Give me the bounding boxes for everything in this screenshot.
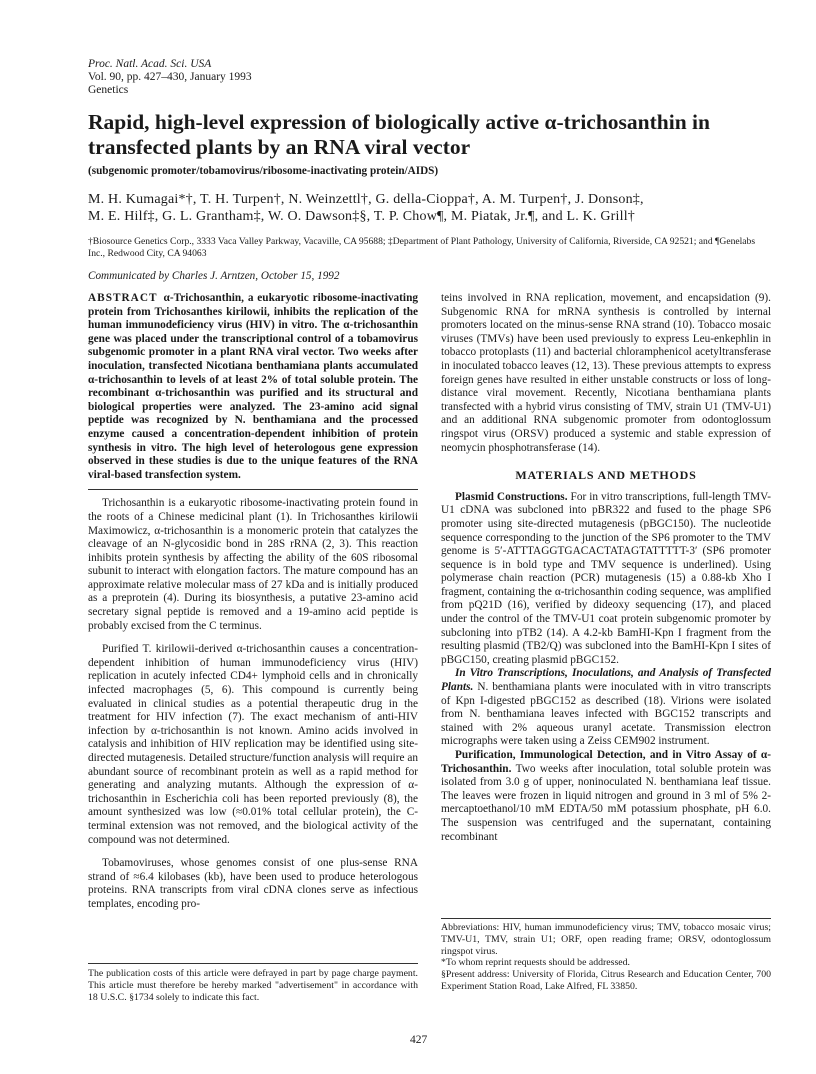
body-paragraph: Purified T. kirilowii-derived α-trichosanthin causes a concentration-dependent inhibition of human immunodeficiency virus (HIV) replication in acutely infected CD4+ lymphoid cells and in chronically infected macrophages (5, 6). This compound is currently being evaluated in clinical studies as a potential therapeutic drug in the treatment for HIV infection (7). The exact mechanism of anti-HIV infection by α-trichosanthin is not known. Amino acids involved in catalysis and inhibition of HIV replication may be identified using site-directed mutagenesis. Detailed structure/function analysis will require an abundant source of recombinant protein as well as a rapid method for generating and analyzing mutants. Although the expression of α-trichosanthin in Escherichia coli has been reported previously (8), the amount synthesized was low (≈0.01% total cellular protein), the C-terminal extension was not removed, and the biological activity of the compound was not determined. bbox=[88, 643, 419, 846]
right-column bbox=[441, 292, 771, 844]
footnote-reprints: *To whom reprint requests should be addressed. bbox=[441, 957, 630, 969]
methods-paragraph bbox=[441, 491, 771, 668]
paragraph-spacer bbox=[88, 847, 418, 857]
author-list bbox=[88, 191, 768, 225]
journal-volume: Vol. 90, pp. 427–430, January 1993 bbox=[88, 71, 252, 83]
body-paragraph: teins involved in RNA replication, movement, and encapsidation (9). Subgenomic RNA for mRNA synthesis is controlled by internal promoters located on the minus-sense RNA strand (10). Tobacco mosaic viruses (TMVs) have been used previously to express Leu-enkephlin in tobacco protoplasts (11) and bacterial chloramphenicol acetyltransferase in inoculated tobacco leaves (12, 13). These previous attempts to express foreign genes have resulted in either unstable constructs or loss of long-distance viral movement. Recently, Nicotiana benthamiana plants transfected with a hybrid virus consisting of TMV, strain U1 (TMV-U1) and an additional RNA subgenomic promoter from odontoglossum ringspot virus (ORSV) produced a systemic and stable expression of neomycin phosphotransferase (14). bbox=[441, 292, 771, 454]
footnote-divider bbox=[88, 963, 418, 964]
footnote-present-address: §Present address: University of Florida, Citrus Research and Education Center, 700 Experiment Station Road, Lake Alfred, FL 33850. bbox=[441, 969, 771, 992]
publication-cost-notice: The publication costs of this article were defrayed in part by page charge payment. This article must therefore be hereby marked "advertisement" in accordance with 18 U.S.C. §1734 solely to indicate this fact. bbox=[88, 968, 418, 1003]
methods-paragraph bbox=[441, 749, 771, 844]
author-line-2: M. E. Hilf‡, G. L. Grantham‡, W. O. Dawson‡§, T. P. Chow¶, M. Piatak, Jr.¶, and L. K. Grill† bbox=[88, 209, 635, 224]
abstract-label: ABSTRACT bbox=[88, 292, 158, 304]
body-paragraph: Trichosanthin is a eukaryotic ribosome-inactivating protein found in the roots of a Chinese medicinal plant (1). In Trichosanthes kirilowii Maximowicz, α-trichosanthin is a monomeric protein that catalyzes the cleavage of an N-glycosidic bond in 28S rRNA (2, 3). This reaction inhibits protein synthesis by affecting the ability of the 60S ribosomal subunit to interact with elongation factors. The mature compound has an approximate relative molecular mass of 27 kDa and is initially produced as a preprotein (4). During its biosynthesis, a putative 23-amino acid secretary signal peptide is removed and a 19-amino acid peptide is probably excised from the C terminus. bbox=[88, 497, 418, 632]
footnote-abbreviations: Abbreviations: HIV, human immunodeficiency virus; TMV, tobacco mosaic virus; TMV-U1, TMV, strain U1; ORF, open reading frame; ORSV, odontoglossum ringspot virus. bbox=[441, 922, 771, 957]
page-number: 427 bbox=[410, 1034, 428, 1046]
methods-paragraph bbox=[441, 667, 771, 749]
subsection-heading: Purification, Immunological Detection, and in Vitro Assay of α-Trichosanthin. bbox=[441, 749, 771, 775]
subsection-text: N. benthamiana plants were inoculated with in vitro transcripts of Kpn I-digested pBGC152 as described (18). Virions were isolated from N. benthamiana leaves infected with BGC152 transcripts and stained with 2% aqueous uranyl acetate. Transmission electron micrographs were taken using a Zeiss CEM902 instrument. bbox=[441, 681, 771, 748]
article-keywords: (subgenomic promoter/tobamovirus/ribosome-inactivating protein/AIDS) bbox=[88, 165, 439, 177]
footnote-divider bbox=[441, 918, 771, 919]
left-column bbox=[88, 292, 418, 912]
journal-name: Proc. Natl. Acad. Sci. USA bbox=[88, 58, 212, 70]
subsection-heading: In Vitro Transcriptions, Inoculations, and Analysis of Transfected Plants. bbox=[441, 667, 771, 694]
abstract-text: α-Trichosanthin, a eukaryotic ribosome-inactivating protein from Trichosanthes kirilowii, inhibits the replication of the human immunodeficiency virus (HIV) in vitro. The α-trichosanthin gene was placed under the transcriptional control of a tobamovirus subgenomic promoter in a plant RNA viral vector. Two weeks after inoculation, transfected Nicotiana benthamiana plants accumulated α-trichosanthin to levels of at least 2% of total soluble protein. The recombinant α-trichosanthin was purified and its structural and biological properties were analyzed. The 23-amino acid signal peptide was recognized by N. benthamiana and the processed enzyme caused a concentration-dependent inhibition of protein synthesis in vitro. The high level of heterologous gene expression observed in these studies is due to the unique features of the RNA viral-based transfection system. bbox=[88, 292, 418, 481]
journal-section: Genetics bbox=[88, 84, 129, 96]
article-title: Rapid, high-level expression of biologically active α-trichosanthin in transfected plants by an RNA viral vector bbox=[88, 110, 710, 159]
journal-header bbox=[88, 58, 388, 97]
body-paragraph: Tobamoviruses, whose genomes consist of one plus-sense RNA strand of ≈6.4 kilobases (kb), have been used to produce heterologous proteins. RNA transcripts from viral cDNA clones serve as infectious templates, encoding pro- bbox=[88, 857, 418, 910]
abstract bbox=[88, 292, 418, 482]
communicated-by: Communicated by Charles J. Arntzen, October 15, 1992 bbox=[88, 270, 340, 282]
affiliations: †Biosource Genetics Corp., 3333 Vaca Valley Parkway, Vacaville, CA 95688; ‡Department of Plant Pathology, University of California, Riverside, CA 92521; and ¶Genelabs Inc., Redwood City, CA 94063 bbox=[88, 236, 756, 259]
paragraph-spacer bbox=[88, 633, 418, 643]
subsection-text: Two weeks after inoculation, total soluble protein was isolated from 3.0 g of upper, noninoculated N. benthamiana leaf tissue. The leaves were frozen in liquid nitrogen and ground in 3 ml of 5% 2-mercaptoethanol/10 mM EDTA/50 mM potassium phosphate, pH 6.0. The suspension was centrifuged and the supernatant, containing recombinant bbox=[441, 762, 771, 843]
section-heading: MATERIALS AND METHODS bbox=[515, 468, 697, 483]
subsection-heading: Plasmid Constructions. bbox=[455, 490, 568, 503]
abstract-divider bbox=[88, 489, 418, 490]
subsection-text: For in vitro transcriptions, full-length TMV-U1 cDNA was subcloned into pBR322 and fused to the phage SP6 promoter using site-directed mutagenesis (pBGC150). The nucleotide sequence corresponding to the junction of the SP6 promoter to the TMV genome is 5′-ATTTAGGTGACACTATAGTATTTTT-3′ (SP6 promoter sequence is in bold type and TMV sequence is underlined). Using polymerase chain reaction (PCR) mutagenesis (15) a 0.88-kb Xho I fragment, containing the α-trichosanthin coding sequence, was amplified from pQ21D (16), verified by dideoxy sequencing (17), and placed under the control of the TMV-U1 coat protein subgenomic promoter by subcloning into pTB2 (14). A 4.2-kb BamHI-Kpn I fragment from the resulting plasmid (TB2/Q) was subcloned into the BamHI-Kpn I sites of pBGC150, creating plasmid pBGC152. bbox=[441, 490, 771, 666]
footnotes bbox=[441, 922, 771, 993]
author-line-1: M. H. Kumagai*†, T. H. Turpen†, N. Weinzettl†, G. della-Cioppa†, A. M. Turpen†, J. Donson‡, bbox=[88, 192, 644, 207]
